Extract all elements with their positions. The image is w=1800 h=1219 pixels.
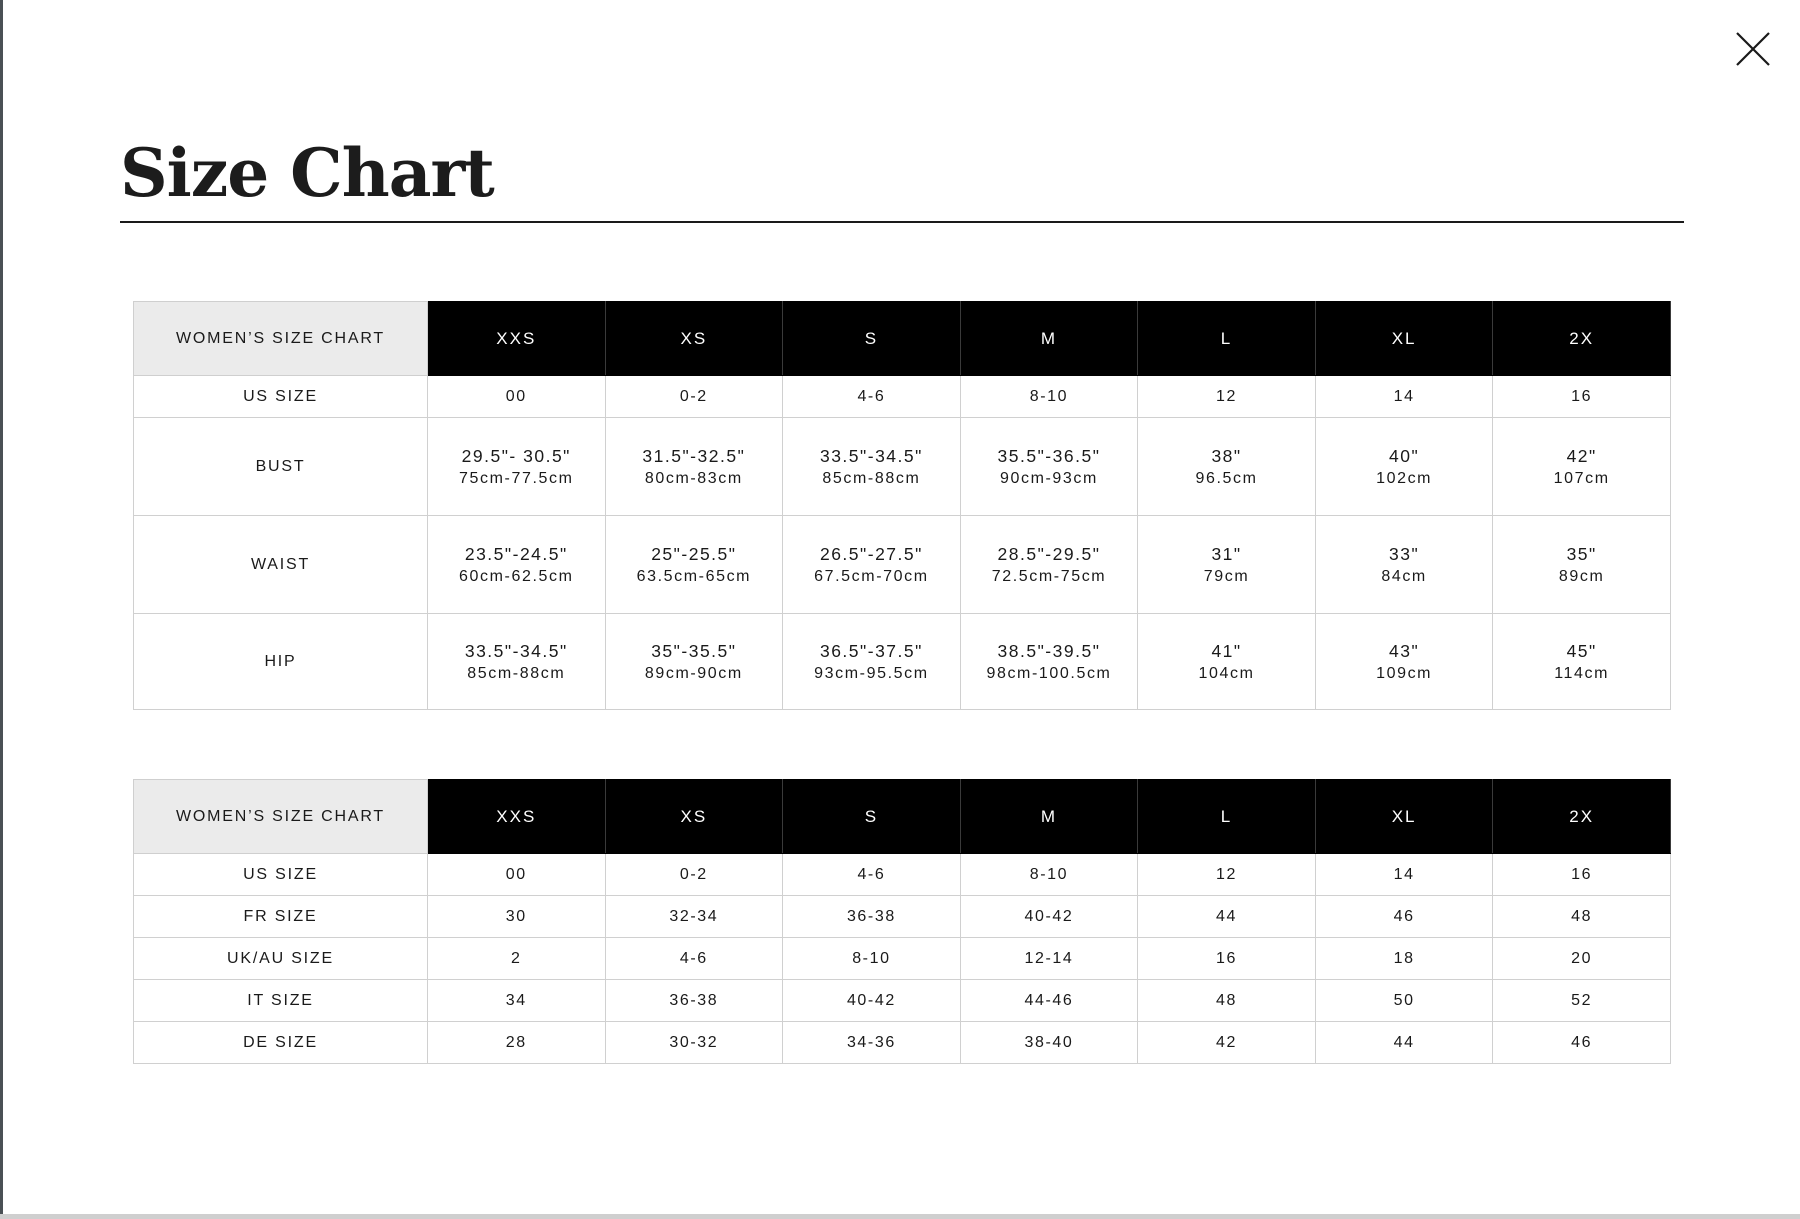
row-label: HIP: [134, 614, 428, 710]
table-cell: 30: [428, 896, 606, 938]
size-header-m: M: [960, 780, 1138, 854]
cm-value: 114cm: [1554, 664, 1610, 682]
cm-value: 107cm: [1553, 469, 1610, 487]
table-cell: 8-10: [960, 376, 1138, 418]
table-cell: [783, 418, 961, 516]
table-cell: 00: [428, 376, 606, 418]
table-cell: 40-42: [960, 896, 1138, 938]
table-cell: [960, 614, 1138, 710]
table-cell: 4-6: [605, 938, 783, 980]
table-cell: [1493, 614, 1671, 710]
table-cell: [1493, 516, 1671, 614]
table-cell: [960, 418, 1138, 516]
table-cell: [428, 418, 606, 516]
size-header-s: S: [783, 302, 961, 376]
cm-value: 98cm-100.5cm: [986, 664, 1112, 682]
table-cell: 44: [1138, 896, 1316, 938]
size-header-xl: XL: [1315, 780, 1493, 854]
inches-value: 33.5"-34.5": [819, 445, 923, 466]
table-cell: [1138, 418, 1316, 516]
table-header-label: WOMEN’S SIZE CHART: [134, 302, 428, 376]
table-header-row: [134, 780, 1671, 854]
size-header-l: L: [1138, 302, 1316, 376]
inches-value: 42": [1566, 445, 1597, 466]
cm-value: 96.5cm: [1195, 469, 1258, 487]
table-row-us-size: [134, 854, 1671, 896]
table-header-row: [134, 302, 1671, 376]
size-header-l: L: [1138, 780, 1316, 854]
table-row-it-size: [134, 980, 1671, 1022]
size-header-xs: XS: [605, 302, 783, 376]
table-cell: 8-10: [783, 938, 961, 980]
table-cell: [605, 614, 783, 710]
cm-value: 104cm: [1198, 664, 1255, 682]
table-row-us-size: [134, 376, 1671, 418]
inches-value: 35.5"-36.5": [997, 445, 1101, 466]
measurements-size-table: [133, 301, 1671, 710]
row-label: WAIST: [134, 516, 428, 614]
conversion-size-table: [133, 779, 1671, 1064]
table-row-hip: [134, 614, 1671, 710]
table-cell: [783, 614, 961, 710]
inches-value: 35": [1566, 543, 1597, 564]
inches-value: 41": [1211, 640, 1242, 661]
inches-value: 23.5"-24.5": [464, 543, 568, 564]
inches-value: 33.5"-34.5": [464, 640, 568, 661]
cm-value: 67.5cm-70cm: [814, 567, 929, 585]
table-cell: [1315, 614, 1493, 710]
table-cell: 0-2: [605, 376, 783, 418]
cm-value: 84cm: [1381, 567, 1427, 585]
inches-value: 43": [1389, 640, 1420, 661]
row-label: UK/AU SIZE: [134, 938, 428, 980]
table-cell: 34-36: [783, 1022, 961, 1064]
table-row-waist: [134, 516, 1671, 614]
table-cell: [1138, 516, 1316, 614]
inches-value: 25"-25.5": [651, 543, 737, 564]
table-cell: 16: [1493, 854, 1671, 896]
table-cell: 48: [1138, 980, 1316, 1022]
row-label: BUST: [134, 418, 428, 516]
table-cell: [783, 516, 961, 614]
close-button[interactable]: [1734, 30, 1772, 68]
cm-value: 79cm: [1203, 567, 1250, 585]
table-cell: 12: [1138, 376, 1316, 418]
cm-value: 85cm-88cm: [822, 469, 921, 487]
cm-value: 60cm-62.5cm: [459, 567, 574, 585]
cm-value: 85cm-88cm: [467, 664, 566, 682]
cm-value: 89cm: [1558, 567, 1605, 585]
table-cell: 00: [428, 854, 606, 896]
table-cell: 28: [428, 1022, 606, 1064]
table-cell: 34: [428, 980, 606, 1022]
inches-value: 45": [1566, 640, 1597, 661]
size-header-2x: 2X: [1493, 302, 1671, 376]
table-cell: 46: [1315, 896, 1493, 938]
inches-value: 29.5"- 30.5": [461, 445, 571, 466]
cm-value: 93cm-95.5cm: [814, 664, 929, 682]
table-cell: 12: [1138, 854, 1316, 896]
cm-value: 89cm-90cm: [644, 664, 743, 682]
table-cell: 50: [1315, 980, 1493, 1022]
inches-value: 31.5"-32.5": [642, 445, 746, 466]
page-title: Size Chart: [120, 134, 494, 212]
table-cell: 0-2: [605, 854, 783, 896]
table-cell: 2: [428, 938, 606, 980]
table-cell: [1138, 614, 1316, 710]
cm-value: 75cm-77.5cm: [459, 469, 574, 487]
table-cell: 14: [1315, 376, 1493, 418]
table-row-fr-size: [134, 896, 1671, 938]
cm-value: 80cm-83cm: [644, 469, 743, 487]
size-header-xl: XL: [1315, 302, 1493, 376]
table-cell: 42: [1138, 1022, 1316, 1064]
row-label: IT SIZE: [134, 980, 428, 1022]
table-cell: [605, 418, 783, 516]
table-cell: 4-6: [783, 854, 961, 896]
size-header-xxs: XXS: [428, 780, 606, 854]
table-cell: 16: [1493, 376, 1671, 418]
table-cell: 20: [1493, 938, 1671, 980]
backdrop-edge-left: [0, 0, 3, 1219]
table-cell: 4-6: [783, 376, 961, 418]
backdrop-edge-bottom: [0, 1214, 1800, 1219]
table-cell: [428, 614, 606, 710]
table-cell: 14: [1315, 854, 1493, 896]
inches-value: 38": [1211, 445, 1242, 466]
table-cell: 36-38: [605, 980, 783, 1022]
table-cell: [1493, 418, 1671, 516]
table-cell: [1315, 418, 1493, 516]
inches-value: 35"-35.5": [651, 640, 737, 661]
table-cell: 44: [1315, 1022, 1493, 1064]
table-cell: 30-32: [605, 1022, 783, 1064]
table-cell: 18: [1315, 938, 1493, 980]
title-divider: [120, 221, 1684, 223]
close-icon: [1734, 30, 1772, 68]
inches-value: 31": [1211, 543, 1242, 564]
table-cell: [960, 516, 1138, 614]
inches-value: 26.5"-27.5": [819, 543, 923, 564]
row-label: FR SIZE: [134, 896, 428, 938]
table-cell: 8-10: [960, 854, 1138, 896]
table-cell: 48: [1493, 896, 1671, 938]
size-header-2x: 2X: [1493, 780, 1671, 854]
table-header-label: WOMEN’S SIZE CHART: [134, 780, 428, 854]
inches-value: 36.5"-37.5": [819, 640, 923, 661]
cm-value: 109cm: [1376, 664, 1433, 682]
row-label: US SIZE: [134, 854, 428, 896]
size-header-xxs: XXS: [428, 302, 606, 376]
row-label: DE SIZE: [134, 1022, 428, 1064]
inches-value: 28.5"-29.5": [997, 543, 1101, 564]
cm-value: 90cm-93cm: [999, 469, 1098, 487]
size-header-xs: XS: [605, 780, 783, 854]
table-cell: 40-42: [783, 980, 961, 1022]
table-cell: [605, 516, 783, 614]
row-label: US SIZE: [134, 376, 428, 418]
table-row-de-size: [134, 1022, 1671, 1064]
inches-value: 33": [1389, 543, 1420, 564]
cm-value: 63.5cm-65cm: [636, 567, 752, 585]
size-header-s: S: [783, 780, 961, 854]
table-cell: 36-38: [783, 896, 961, 938]
table-cell: 12-14: [960, 938, 1138, 980]
table-cell: 46: [1493, 1022, 1671, 1064]
cm-value: 72.5cm-75cm: [991, 567, 1107, 585]
cm-value: 102cm: [1376, 469, 1433, 487]
table-row-uk-au-size: [134, 938, 1671, 980]
table-cell: [428, 516, 606, 614]
table-cell: 44-46: [960, 980, 1138, 1022]
table-cell: [1315, 516, 1493, 614]
inches-value: 38.5"-39.5": [997, 640, 1101, 661]
table-row-bust: [134, 418, 1671, 516]
inches-value: 40": [1389, 445, 1420, 466]
table-cell: 16: [1138, 938, 1316, 980]
size-header-m: M: [960, 302, 1138, 376]
table-cell: 32-34: [605, 896, 783, 938]
table-cell: 38-40: [960, 1022, 1138, 1064]
table-cell: 52: [1493, 980, 1671, 1022]
